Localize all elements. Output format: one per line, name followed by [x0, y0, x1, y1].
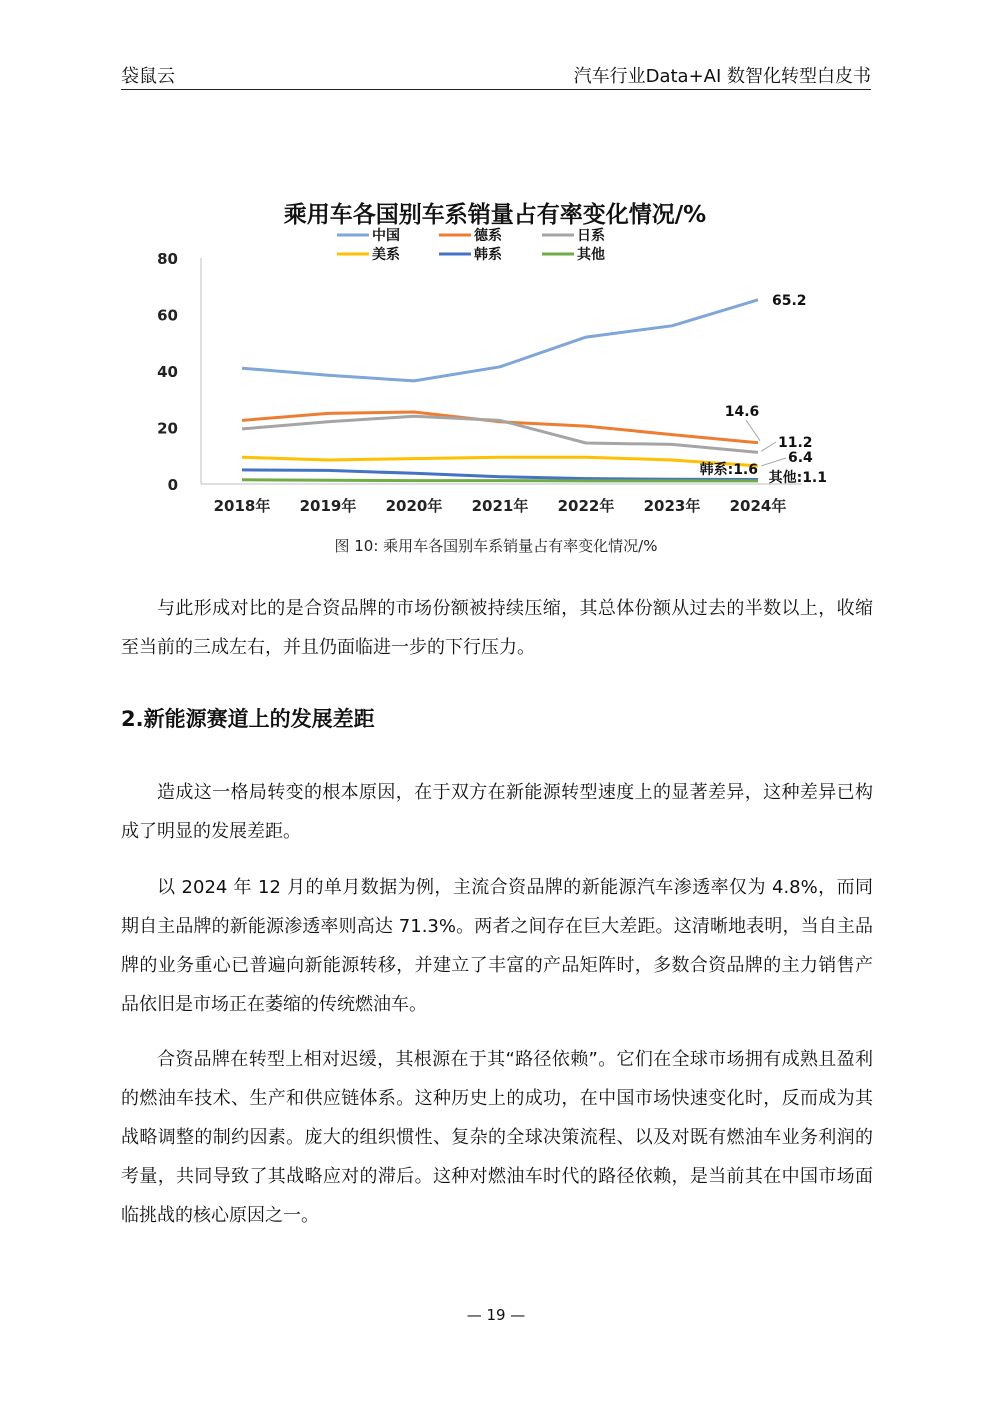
chart-series-lines	[242, 300, 758, 481]
series-line	[242, 457, 758, 466]
share-line-chart	[140, 190, 850, 530]
paragraph-3: 以 2024 年 12 月的单月数据为例，主流合资品牌的新能源汽车渗透率仅为 4.8%，而同期自主品牌的新能源渗透率则高达 71.3%。两者之间存在巨大差距。这清晰地表明，当自主品牌的业务重心已普遍向新能源转移，并建立了丰富的产品矩阵时，多数合资品牌的主力销售产品依旧是市场正在萎缩的传统燃油车。	[121, 877, 873, 1015]
legend-label: 中国	[372, 228, 400, 244]
legend-label: 美系	[372, 247, 400, 263]
legend-label: 日系	[577, 228, 605, 244]
series-end-label: 14.6	[724, 404, 760, 420]
y-tick-label: 40	[157, 363, 178, 381]
series-line	[242, 480, 758, 481]
x-tick-label: 2019年	[299, 497, 357, 515]
label-leader	[746, 420, 760, 441]
label-leader	[761, 458, 786, 466]
legend-label: 德系	[474, 228, 502, 244]
series-end-label: 65.2	[772, 292, 807, 309]
legend-label: 韩系	[474, 247, 502, 263]
section-heading: 2.新能源赛道上的发展差距	[121, 707, 375, 731]
x-tick-label: 2024年	[729, 497, 787, 515]
paragraph-4: 合资品牌在转型上相对迟缓，其根源在于其“路径依赖”。它们在全球市场拥有成熟且盈利的燃油车技术、生产和供应链体系。这种历史上的成功，在中国市场快速变化时，反而成为其战略调整的制约因素。庞大的组织惯性、复杂的全球决策流程、以及对既有燃油车业务利润的考量，共同导致了其战略应对的滞后。这种对燃油车时代的路径依赖，是当前其在中国市场面临挑战的核心原因之一。	[121, 1049, 873, 1226]
series-line	[242, 412, 758, 443]
y-tick-label: 0	[167, 476, 178, 494]
x-tick-label: 2021年	[471, 497, 529, 515]
y-tick-label: 80	[157, 250, 178, 268]
y-axis-ticks	[157, 250, 178, 494]
series-line	[242, 300, 758, 381]
page-number: — 19 —	[466, 1306, 526, 1324]
series-end-label: 6.4	[788, 450, 813, 466]
x-tick-label: 2018年	[213, 497, 271, 515]
series-end-label: 11.2	[778, 435, 813, 451]
legend-label: 其他	[577, 247, 605, 263]
label-leader	[761, 442, 776, 451]
header-doc-title: 汽车行业Data+AI 数智化转型白皮书	[573, 66, 871, 87]
y-tick-label: 60	[157, 306, 178, 325]
paragraph-1: 与此形成对比的是合资品牌的市场份额被持续压缩，其总体份额从过去的半数以上，收缩至当前的三成左右，并且仍面临进一步的下行压力。	[121, 598, 873, 658]
series-end-label: 韩系:1.6	[699, 462, 758, 478]
x-axis-ticks	[214, 497, 787, 515]
paragraph-2: 造成这一格局转变的根本原因，在于双方在新能源转型速度上的显著差异，这种差异已构成了明显的发展差距。	[121, 782, 873, 842]
chart-title: 乘用车各国别车系销量占有率变化情况/%	[283, 202, 707, 228]
header-divider	[121, 89, 871, 90]
chart-end-labels	[700, 293, 827, 486]
x-tick-label: 2023年	[643, 497, 701, 515]
series-line	[242, 470, 758, 480]
figure-caption: 图 10: 乘用车各国别车系销量占有率变化情况/%	[334, 537, 658, 555]
header-brand: 袋鼠云	[121, 66, 175, 87]
y-tick-label: 20	[157, 419, 178, 438]
x-tick-label: 2020年	[385, 497, 443, 515]
chart-legend	[337, 227, 605, 263]
series-end-label: 其他:1.1	[768, 470, 827, 486]
x-tick-label: 2022年	[557, 497, 615, 515]
